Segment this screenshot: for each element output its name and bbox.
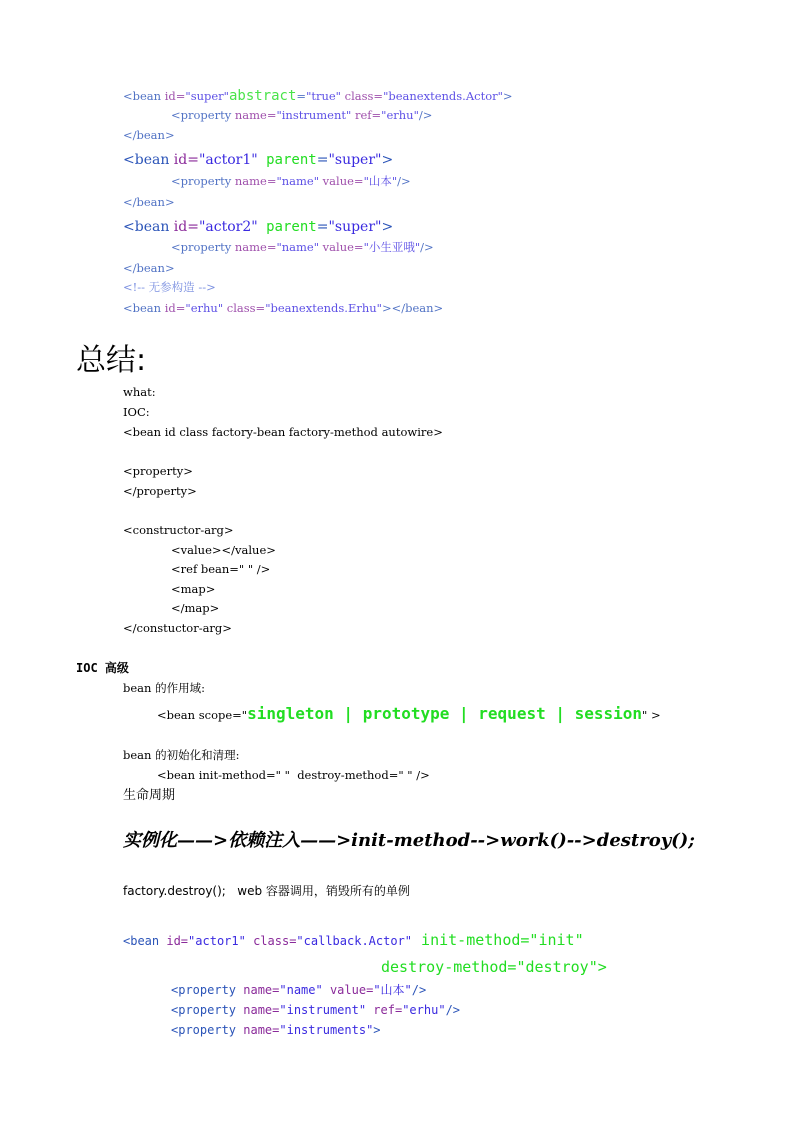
scope-values: singleton | prototype | request | session [247, 704, 643, 723]
lifecycle-label: 生命周期 [123, 788, 176, 803]
summary-heading: 总结: [76, 343, 147, 378]
summary-line: <map> [171, 582, 216, 596]
code-line: </bean> [123, 195, 175, 209]
scope-title: bean 的作用域: [123, 681, 205, 695]
code-line: </bean> [123, 261, 175, 275]
summary-line: what: [123, 385, 156, 399]
code-line: <property name="name" value="山本"/> [171, 983, 427, 997]
summary-line: <value></value> [171, 543, 276, 557]
summary-line: </property> [123, 484, 197, 498]
scope-line: <bean scope="singleton | prototype | request | session" > [157, 704, 661, 723]
code-line: <property name="instruments"> [171, 1023, 381, 1037]
summary-line: IOC: [123, 405, 150, 419]
summary-line: </constuctor-arg> [123, 621, 232, 635]
summary-line: <ref bean=" " /> [171, 562, 271, 576]
code-line: <bean id="erhu" class="beanextends.Erhu"></bean> [123, 301, 444, 315]
code-line: <bean id="actor2" parent="super"> [123, 219, 394, 235]
code-line: <bean id="super"abstract="true" class="beanextends.Actor"> [123, 88, 513, 104]
ioc-advanced-heading: IOC 高级 [76, 661, 129, 675]
summary-line: <property> [123, 464, 193, 478]
factory-note: factory.destroy(); web 容器调用，销毁所有的单例 [123, 884, 410, 898]
summary-line: </map> [171, 601, 220, 615]
init-title: bean 的初始化和清理: [123, 748, 240, 762]
lifecycle-flow: 实例化——>依赖注入——>init-method-->work()-->destroy(); [123, 830, 695, 851]
code-line: <property name="instrument" ref="erhu"/> [171, 1003, 461, 1017]
code-line: <bean id="actor1" parent="super"> [123, 152, 394, 168]
code-line: <property name="name" value="山本"/> [171, 174, 411, 188]
code-line: <property name="name" value="小生亚哦"/> [171, 240, 434, 254]
code-line: <property name="instrument" ref="erhu"/> [171, 108, 433, 122]
code-line: <bean id="actor1" class="callback.Actor" init-method="init" [123, 931, 584, 949]
summary-line: <constructor-arg> [123, 523, 234, 537]
summary-line: <bean id class factory-bean factory-method autowire> [123, 425, 443, 439]
code-line: </bean> [123, 128, 175, 142]
init-line: <bean init-method=" " destroy-method=" " /> [157, 768, 430, 782]
code-comment: <!-- 无参构造 --> [123, 280, 216, 294]
code-line: destroy-method="destroy"> [381, 958, 607, 976]
